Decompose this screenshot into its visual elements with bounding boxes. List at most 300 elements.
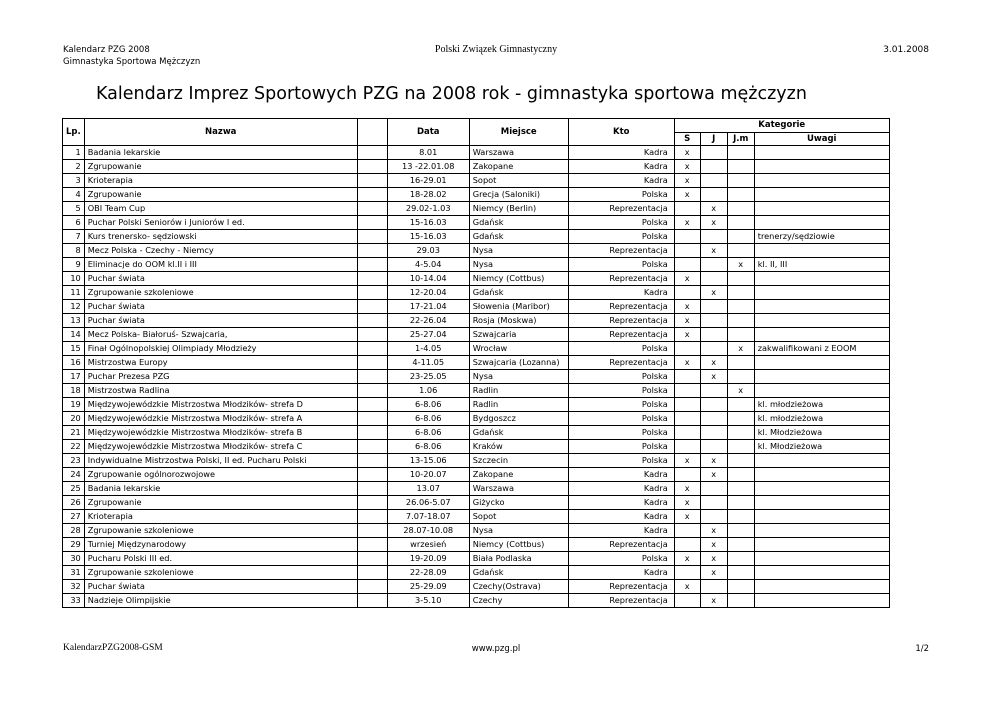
cell-kto: Polska — [568, 370, 674, 384]
col-header-blank — [357, 119, 387, 146]
cell-nazwa: Międzywojewódzkie Mistrzostwa Młodzików- strefa C — [84, 440, 357, 454]
footer-page-number: 1/2 — [915, 644, 929, 654]
table-row — [63, 552, 890, 566]
cell-miejsce: Gdańsk — [469, 230, 568, 244]
cell-s: x — [674, 510, 700, 524]
cell-uwagi: kl. II, III — [754, 258, 889, 272]
table-row — [63, 258, 890, 272]
cell-lp: 17 — [63, 370, 85, 384]
table-row — [63, 314, 890, 328]
cell-blank — [357, 146, 387, 160]
cell-uwagi — [754, 496, 889, 510]
events-table-body — [63, 146, 890, 608]
footer-website: www.pzg.pl — [471, 644, 521, 654]
cell-lp: 15 — [63, 342, 85, 356]
cell-blank — [357, 300, 387, 314]
cell-nazwa: OBI Team Cup — [84, 202, 357, 216]
cell-s — [674, 258, 700, 272]
cell-data: 7.07-18.07 — [387, 510, 469, 524]
cell-j: x — [700, 524, 727, 538]
cell-data: 28.07-10.08 — [387, 524, 469, 538]
cell-j — [700, 314, 727, 328]
cell-jm — [727, 566, 754, 580]
table-row — [63, 384, 890, 398]
cell-uwagi: kl. Młodzieżowa — [754, 426, 889, 440]
cell-uwagi — [754, 510, 889, 524]
cell-data: 6-8.06 — [387, 412, 469, 426]
cell-kto: Reprezentacja — [568, 300, 674, 314]
cell-s — [674, 440, 700, 454]
col-header-kto: Kto — [568, 119, 674, 146]
cell-kto: Polska — [568, 258, 674, 272]
cell-nazwa: Mecz Polska- Białoruś- Szwajcaria, — [84, 328, 357, 342]
cell-miejsce: Zakopane — [469, 468, 568, 482]
cell-nazwa: Zgrupowanie — [84, 496, 357, 510]
cell-miejsce: Sopot — [469, 510, 568, 524]
cell-miejsce: Gdańsk — [469, 426, 568, 440]
cell-j — [700, 412, 727, 426]
cell-nazwa: Puchar świata — [84, 580, 357, 594]
cell-jm — [727, 230, 754, 244]
cell-miejsce: Grecja (Saloniki) — [469, 188, 568, 202]
cell-data: 3-5.10 — [387, 594, 469, 608]
cell-nazwa: Puchar Polski Seniorów i Juniorów I ed. — [84, 216, 357, 230]
cell-nazwa: Mecz Polska - Czechy - Niemcy — [84, 244, 357, 258]
cell-kto: Reprezentacja — [568, 594, 674, 608]
cell-lp: 5 — [63, 202, 85, 216]
cell-s: x — [674, 314, 700, 328]
cell-jm — [727, 160, 754, 174]
cell-s — [674, 412, 700, 426]
cell-nazwa: Międzywojewódzkie Mistrzostwa Młodzików- strefa A — [84, 412, 357, 426]
cell-jm — [727, 370, 754, 384]
cell-lp: 24 — [63, 468, 85, 482]
cell-j — [700, 230, 727, 244]
cell-j — [700, 300, 727, 314]
cell-data: 16-29.01 — [387, 174, 469, 188]
table-row — [63, 160, 890, 174]
cell-lp: 23 — [63, 454, 85, 468]
cell-blank — [357, 440, 387, 454]
cell-data: 29.02-1.03 — [387, 202, 469, 216]
cell-kto: Kadra — [568, 496, 674, 510]
cell-data: 25-29.09 — [387, 580, 469, 594]
cell-s: x — [674, 216, 700, 230]
cell-jm: x — [727, 258, 754, 272]
cell-j: x — [700, 370, 727, 384]
cell-miejsce: Biała Podlaska — [469, 552, 568, 566]
cell-lp: 4 — [63, 188, 85, 202]
cell-kto: Polska — [568, 384, 674, 398]
table-row — [63, 398, 890, 412]
cell-jm — [727, 412, 754, 426]
cell-blank — [357, 398, 387, 412]
cell-nazwa: Eliminacje do OOM kl.II i III — [84, 258, 357, 272]
cell-lp: 2 — [63, 160, 85, 174]
cell-j: x — [700, 538, 727, 552]
cell-data: 29.03 — [387, 244, 469, 258]
cell-miejsce: Warszawa — [469, 146, 568, 160]
cell-blank — [357, 580, 387, 594]
cell-uwagi — [754, 538, 889, 552]
cell-kto: Polska — [568, 454, 674, 468]
cell-s: x — [674, 482, 700, 496]
table-row — [63, 566, 890, 580]
cell-kto: Polska — [568, 398, 674, 412]
cell-j — [700, 258, 727, 272]
cell-kto: Reprezentacja — [568, 272, 674, 286]
cell-s — [674, 566, 700, 580]
cell-jm — [727, 552, 754, 566]
cell-nazwa: Puchar świata — [84, 314, 357, 328]
table-row — [63, 496, 890, 510]
cell-s — [674, 202, 700, 216]
table-row — [63, 510, 890, 524]
col-header-jm: J.m — [727, 133, 754, 146]
cell-uwagi — [754, 566, 889, 580]
cell-blank — [357, 482, 387, 496]
cell-lp: 1 — [63, 146, 85, 160]
table-row — [63, 594, 890, 608]
cell-nazwa: Nadzieje Olimpijskie — [84, 594, 357, 608]
cell-data: 13 -22.01.08 — [387, 160, 469, 174]
cell-jm — [727, 146, 754, 160]
cell-blank — [357, 412, 387, 426]
cell-lp: 21 — [63, 426, 85, 440]
cell-nazwa: Zgrupowanie szkoleniowe — [84, 524, 357, 538]
cell-jm — [727, 398, 754, 412]
cell-miejsce: Gdańsk — [469, 286, 568, 300]
cell-uwagi — [754, 482, 889, 496]
cell-kto: Reprezentacja — [568, 328, 674, 342]
cell-miejsce: Nysa — [469, 524, 568, 538]
cell-blank — [357, 188, 387, 202]
cell-lp: 13 — [63, 314, 85, 328]
cell-jm — [727, 440, 754, 454]
cell-j — [700, 384, 727, 398]
cell-nazwa: Mistrzostwa Radlina — [84, 384, 357, 398]
cell-uwagi — [754, 468, 889, 482]
cell-blank — [357, 216, 387, 230]
cell-kto: Polska — [568, 342, 674, 356]
cell-miejsce: Wrocław — [469, 342, 568, 356]
cell-jm — [727, 580, 754, 594]
cell-uwagi — [754, 356, 889, 370]
cell-jm — [727, 328, 754, 342]
table-row — [63, 174, 890, 188]
table-row — [63, 244, 890, 258]
cell-lp: 28 — [63, 524, 85, 538]
cell-s: x — [674, 496, 700, 510]
cell-jm — [727, 202, 754, 216]
table-row — [63, 300, 890, 314]
table-row — [63, 482, 890, 496]
cell-data: 22-28.09 — [387, 566, 469, 580]
table-row — [63, 188, 890, 202]
cell-data: 19-20.09 — [387, 552, 469, 566]
cell-lp: 10 — [63, 272, 85, 286]
cell-jm — [727, 216, 754, 230]
cell-s — [674, 426, 700, 440]
cell-kto: Kadra — [568, 286, 674, 300]
cell-blank — [357, 174, 387, 188]
cell-j — [700, 146, 727, 160]
cell-kto: Reprezentacja — [568, 580, 674, 594]
cell-nazwa: Międzywojewódzkie Mistrzostwa Młodzików- strefa D — [84, 398, 357, 412]
cell-kto: Kadra — [568, 566, 674, 580]
cell-data: 26.06-5.07 — [387, 496, 469, 510]
cell-nazwa: Puchar świata — [84, 272, 357, 286]
cell-j — [700, 328, 727, 342]
cell-lp: 11 — [63, 286, 85, 300]
cell-uwagi — [754, 202, 889, 216]
cell-data: 25-27.04 — [387, 328, 469, 342]
table-row — [63, 440, 890, 454]
cell-nazwa: Indywidualne Mistrzostwa Polski, II ed. Pucharu Polski — [84, 454, 357, 468]
cell-miejsce: Szczecin — [469, 454, 568, 468]
cell-miejsce: Kraków — [469, 440, 568, 454]
cell-nazwa: Krioterapia — [84, 174, 357, 188]
cell-nazwa: Mistrzostwa Europy — [84, 356, 357, 370]
cell-miejsce: Radlin — [469, 398, 568, 412]
cell-s — [674, 384, 700, 398]
table-row — [63, 356, 890, 370]
table-row — [63, 272, 890, 286]
events-table — [62, 118, 890, 608]
cell-j — [700, 160, 727, 174]
cell-s — [674, 594, 700, 608]
table-row — [63, 412, 890, 426]
footer-filename: KalendarzPZG2008-GSM — [63, 643, 163, 653]
cell-uwagi: zakwalifikowani z EOOM — [754, 342, 889, 356]
cell-nazwa: Finał Ogólnopolskiej Olimpiady Młodzieży — [84, 342, 357, 356]
cell-miejsce: Zakopane — [469, 160, 568, 174]
cell-miejsce: Gdańsk — [469, 216, 568, 230]
col-header-kategorie: Kategorie — [674, 119, 889, 133]
cell-uwagi: kl. Młodzieżowa — [754, 440, 889, 454]
cell-uwagi — [754, 146, 889, 160]
cell-lp: 14 — [63, 328, 85, 342]
cell-miejsce: Bydgoszcz — [469, 412, 568, 426]
cell-j — [700, 342, 727, 356]
cell-jm — [727, 356, 754, 370]
col-header-data: Data — [387, 119, 469, 146]
cell-lp: 6 — [63, 216, 85, 230]
cell-blank — [357, 342, 387, 356]
cell-nazwa: Badania lekarskie — [84, 146, 357, 160]
cell-miejsce: Czechy — [469, 594, 568, 608]
cell-j: x — [700, 594, 727, 608]
cell-jm: x — [727, 384, 754, 398]
cell-kto: Reprezentacja — [568, 356, 674, 370]
cell-uwagi — [754, 524, 889, 538]
col-header-s: S — [674, 133, 700, 146]
cell-data: 8.01 — [387, 146, 469, 160]
cell-blank — [357, 496, 387, 510]
cell-s — [674, 538, 700, 552]
cell-nazwa: Krioterapia — [84, 510, 357, 524]
col-header-j: J — [700, 133, 727, 146]
cell-uwagi — [754, 454, 889, 468]
header-calendar-name: Kalendarz PZG 2008 — [63, 45, 150, 55]
cell-s — [674, 342, 700, 356]
cell-data: 10-20.07 — [387, 468, 469, 482]
cell-uwagi — [754, 314, 889, 328]
cell-blank — [357, 468, 387, 482]
cell-kto: Kadra — [568, 510, 674, 524]
cell-kto: Kadra — [568, 524, 674, 538]
cell-lp: 8 — [63, 244, 85, 258]
cell-blank — [357, 244, 387, 258]
cell-uwagi — [754, 594, 889, 608]
table-row — [63, 146, 890, 160]
cell-jm — [727, 174, 754, 188]
cell-nazwa: Zgrupowanie — [84, 160, 357, 174]
cell-kto: Polska — [568, 216, 674, 230]
cell-blank — [357, 510, 387, 524]
cell-s — [674, 468, 700, 482]
cell-lp: 27 — [63, 510, 85, 524]
cell-nazwa: Badania lekarskie — [84, 482, 357, 496]
cell-blank — [357, 370, 387, 384]
cell-s: x — [674, 300, 700, 314]
cell-miejsce: Rosja (Moskwa) — [469, 314, 568, 328]
cell-blank — [357, 384, 387, 398]
cell-nazwa: Pucharu Polski III ed. — [84, 552, 357, 566]
cell-j — [700, 510, 727, 524]
cell-jm: x — [727, 342, 754, 356]
cell-lp: 25 — [63, 482, 85, 496]
cell-miejsce: Radlin — [469, 384, 568, 398]
table-row — [63, 216, 890, 230]
cell-nazwa: Międzywojewódzkie Mistrzostwa Młodzików- strefa B — [84, 426, 357, 440]
cell-jm — [727, 510, 754, 524]
cell-data: 1.06 — [387, 384, 469, 398]
col-header-uwagi: Uwagi — [754, 133, 889, 146]
cell-j — [700, 426, 727, 440]
cell-kto: Polska — [568, 440, 674, 454]
cell-blank — [357, 202, 387, 216]
cell-blank — [357, 230, 387, 244]
col-header-lp: Lp. — [63, 119, 85, 146]
cell-uwagi — [754, 286, 889, 300]
table-row — [63, 426, 890, 440]
cell-lp: 26 — [63, 496, 85, 510]
cell-kto: Kadra — [568, 146, 674, 160]
col-header-nazwa: Nazwa — [84, 119, 357, 146]
cell-j — [700, 188, 727, 202]
cell-uwagi — [754, 216, 889, 230]
cell-j — [700, 440, 727, 454]
cell-uwagi — [754, 160, 889, 174]
cell-kto: Kadra — [568, 160, 674, 174]
cell-blank — [357, 538, 387, 552]
cell-kto: Reprezentacja — [568, 314, 674, 328]
cell-s: x — [674, 188, 700, 202]
cell-jm — [727, 538, 754, 552]
cell-miejsce: Niemcy (Cottbus) — [469, 538, 568, 552]
cell-kto: Polska — [568, 426, 674, 440]
cell-lp: 32 — [63, 580, 85, 594]
cell-data: 4-5.04 — [387, 258, 469, 272]
cell-kto: Kadra — [568, 174, 674, 188]
cell-miejsce: Niemcy (Berlin) — [469, 202, 568, 216]
cell-j: x — [700, 216, 727, 230]
table-row — [63, 328, 890, 342]
cell-uwagi — [754, 174, 889, 188]
cell-uwagi — [754, 552, 889, 566]
cell-jm — [727, 188, 754, 202]
cell-miejsce: Szwajcaria — [469, 328, 568, 342]
cell-miejsce: Nysa — [469, 370, 568, 384]
cell-data: wrzesień — [387, 538, 469, 552]
cell-lp: 31 — [63, 566, 85, 580]
cell-s — [674, 230, 700, 244]
cell-j — [700, 580, 727, 594]
cell-nazwa: Puchar Prezesa PZG — [84, 370, 357, 384]
page-title: Kalendarz Imprez Sportowych PZG na 2008 rok - gimnastyka sportowa mężczyzn — [96, 84, 807, 104]
cell-lp: 22 — [63, 440, 85, 454]
cell-uwagi — [754, 244, 889, 258]
cell-kto: Reprezentacja — [568, 202, 674, 216]
cell-lp: 3 — [63, 174, 85, 188]
cell-jm — [727, 496, 754, 510]
cell-jm — [727, 454, 754, 468]
table-row — [63, 342, 890, 356]
cell-jm — [727, 286, 754, 300]
cell-s: x — [674, 328, 700, 342]
cell-data: 6-8.06 — [387, 398, 469, 412]
table-row — [63, 454, 890, 468]
cell-kto: Kadra — [568, 482, 674, 496]
cell-uwagi: trenerzy/sędziowie — [754, 230, 889, 244]
cell-kto: Kadra — [568, 468, 674, 482]
cell-jm — [727, 594, 754, 608]
cell-s: x — [674, 272, 700, 286]
cell-data: 13-15.06 — [387, 454, 469, 468]
cell-j: x — [700, 356, 727, 370]
cell-kto: Polska — [568, 230, 674, 244]
cell-j: x — [700, 454, 727, 468]
cell-s: x — [674, 580, 700, 594]
cell-miejsce: Giżycko — [469, 496, 568, 510]
cell-s — [674, 398, 700, 412]
cell-lp: 12 — [63, 300, 85, 314]
cell-data: 18-28.02 — [387, 188, 469, 202]
table-row — [63, 538, 890, 552]
cell-jm — [727, 482, 754, 496]
cell-lp: 19 — [63, 398, 85, 412]
table-row — [63, 370, 890, 384]
cell-nazwa: Turniej Międzynarodowy — [84, 538, 357, 552]
cell-jm — [727, 314, 754, 328]
cell-nazwa: Puchar świata — [84, 300, 357, 314]
cell-nazwa: Zgrupowanie szkoleniowe — [84, 566, 357, 580]
cell-uwagi — [754, 328, 889, 342]
cell-blank — [357, 328, 387, 342]
cell-lp: 16 — [63, 356, 85, 370]
cell-nazwa: Zgrupowanie — [84, 188, 357, 202]
cell-jm — [727, 300, 754, 314]
cell-data: 15-16.03 — [387, 230, 469, 244]
cell-miejsce: Gdańsk — [469, 566, 568, 580]
cell-jm — [727, 244, 754, 258]
cell-kto: Polska — [568, 188, 674, 202]
cell-blank — [357, 524, 387, 538]
cell-data: 15-16.03 — [387, 216, 469, 230]
cell-jm — [727, 468, 754, 482]
cell-blank — [357, 594, 387, 608]
